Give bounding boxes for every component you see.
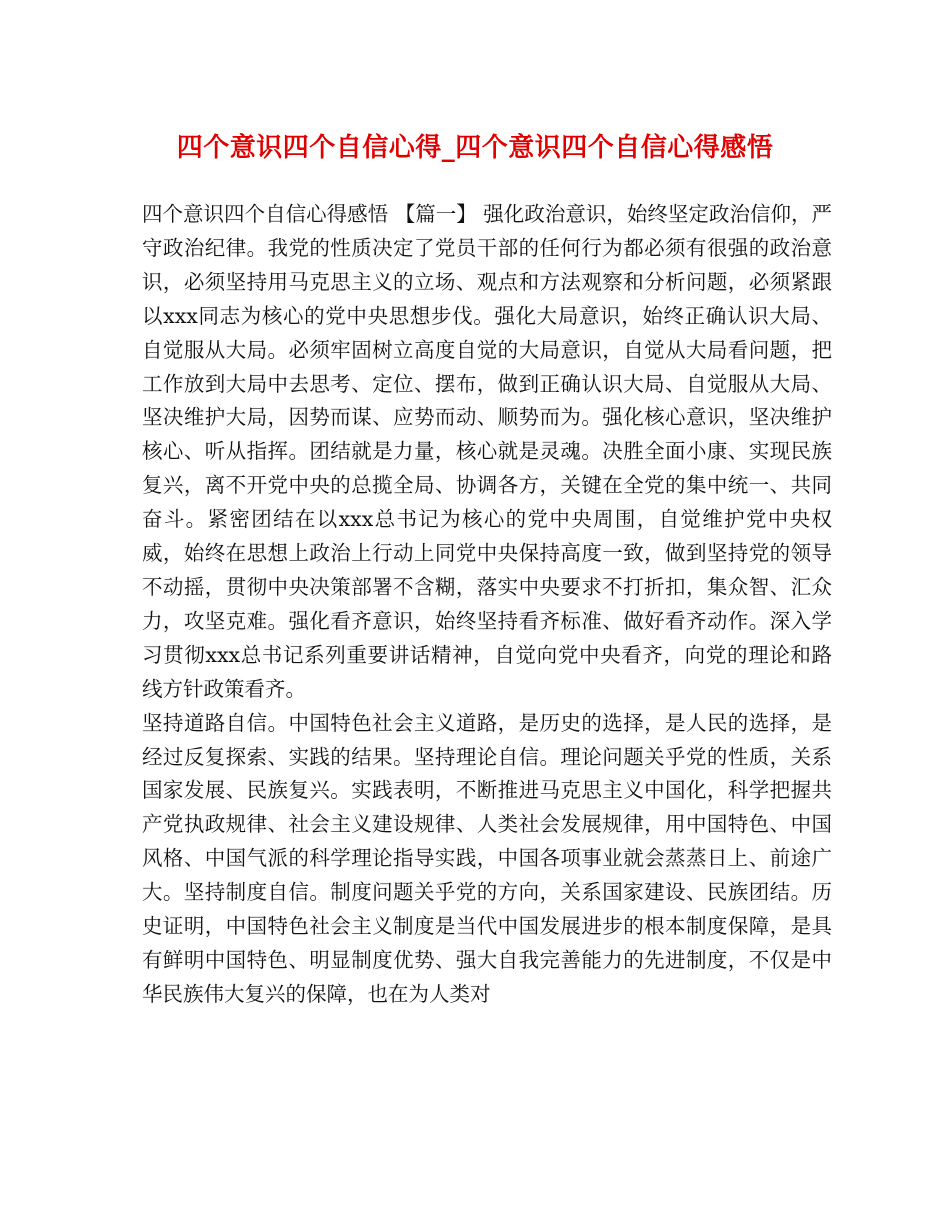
document-title: 四个意识四个自信心得_四个意识四个自信心得感悟 (176, 133, 774, 163)
paragraph-1: 四个意识四个自信心得感悟 【篇一】 强化政治意识，始终坚定政治信仰，严守政治纪律。我党的性质决定了党员干部的任何行为都必须有很强的政治意识，必须坚持用马克思主义的立场、观点和方法观察和分析问题，必须紧跟以xxx同志为核心的党中央思想步伐。强化大局意识，始终正确认识大局、自觉服从大局。必须牢固树立高度自觉的大局意识，自觉从大局看问题，把工作放到大局中去思考、定位、摆布，做到正确认识大局、自觉服从大局、坚决维护大局，因势而谋、应势而动、顺势而为。强化核心意识，坚决维护核心、听从指挥。团结就是力量，核心就是灵魂。决胜全面小康、实现民族复兴，离不开党中央的总揽全局、协调各方，关键在全党的集中统一、共同奋斗。紧密团结在以xxx总书记为核心的党中央周围，自觉维护党中央权威，始终在思想上政治上行动上同党中央保持高度一致，做到坚持党的领导不动摇，贯彻中央决策部署不含糊，落实中央要求不打折扣，集众智、汇众力，攻坚克难。强化看齐意识，始终坚持看齐标准、做好看齐动作。深入学习贯彻xxx总书记系列重要讲话精神，自觉向党中央看齐，向党的理论和路线方针政策看齐。 (142, 202, 832, 701)
paragraph-2: 坚持道路自信。中国特色社会主义道路，是历史的选择，是人民的选择，是经过反复探索、实践的结果。坚持理论自信。理论问题关乎党的性质，关系国家发展、民族复兴。实践表明，不断推进马克思主义中国化，科学把握共产党执政规律、社会主义建设规律、人类社会发展规律，用中国特色、中国风格、中国气派的科学理论指导实践，中国各项事业就会蒸蒸日上、前途广大。坚持制度自信。制度问题关乎党的方向，关系国家建设、民族团结。历史证明，中国特色社会主义制度是当代中国发展进步的根本制度保障，是具有鲜明中国特色、明显制度优势、强大自我完善能力的先进制度，不仅是中华民族伟大复兴的保障，也在为人类对 (142, 710, 832, 1006)
document-body (142, 198, 832, 1012)
